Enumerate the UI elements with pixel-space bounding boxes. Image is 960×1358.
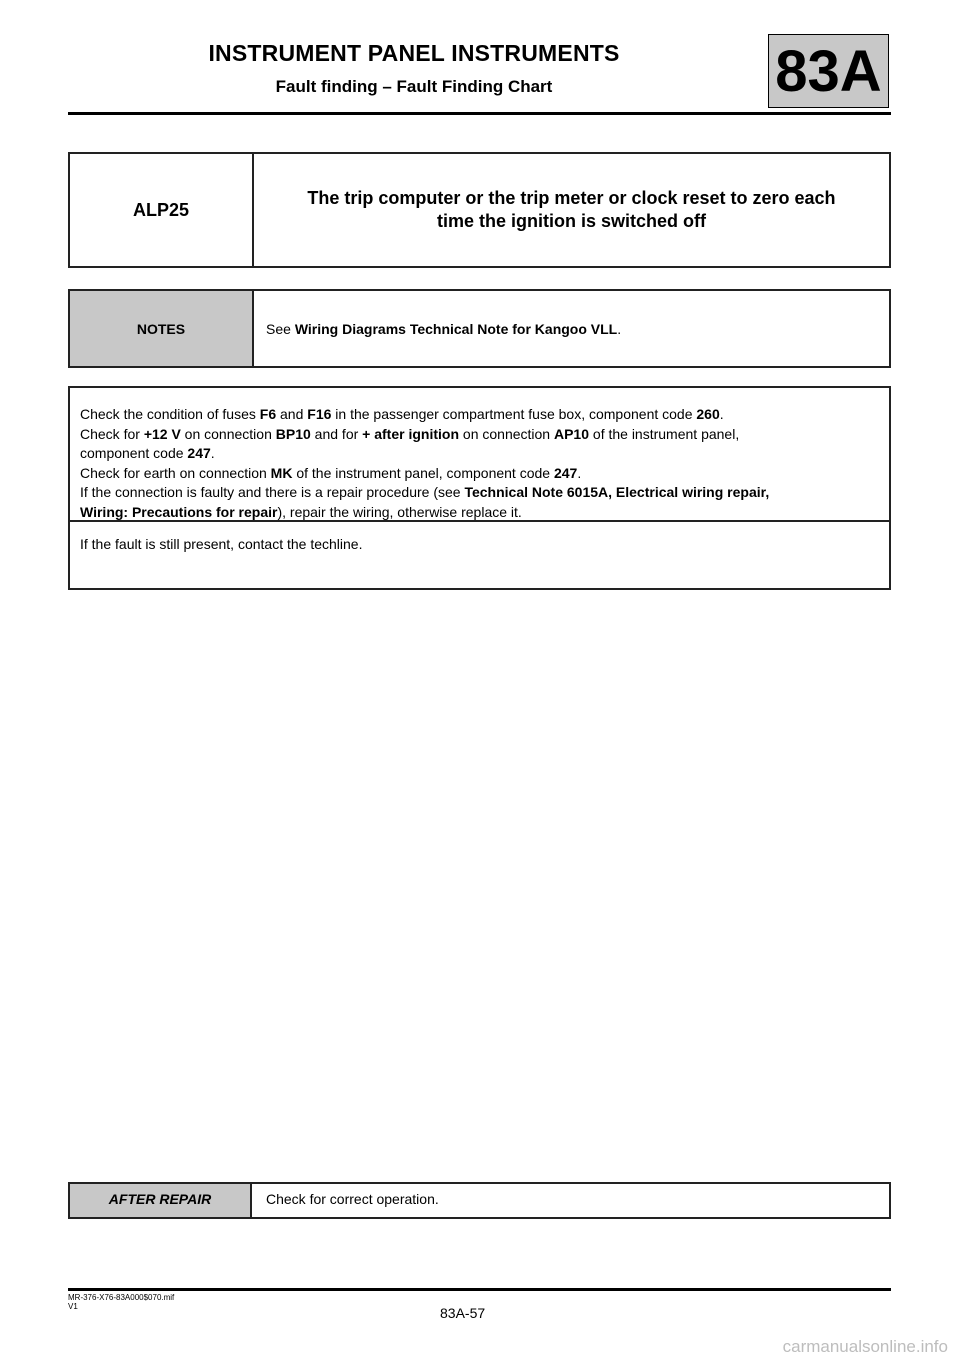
followup-text: If the fault is still present, contact the techline. bbox=[80, 536, 363, 552]
check-line-component: component code 247. bbox=[80, 445, 215, 461]
notes-text: See Wiring Diagrams Technical Note for Kangoo VLL . bbox=[266, 320, 622, 337]
check-procedure-text bbox=[70, 388, 889, 522]
check-line-fuses: Check the condition of fuses F6 and F16 in the passenger compartment fuse box, component code 260. bbox=[80, 406, 724, 422]
check-line-repair-cont: Wiring: Precautions for repair), repair the wiring, otherwise replace it. bbox=[80, 503, 522, 520]
page-number: 83A-57 bbox=[440, 1305, 486, 1321]
after-repair-label: AFTER REPAIR bbox=[70, 1184, 252, 1217]
section-badge: 83A bbox=[768, 34, 889, 108]
after-repair-table bbox=[68, 1182, 891, 1219]
page-title: INSTRUMENT PANEL INSTRUMENTS bbox=[208, 40, 620, 66]
header-divider bbox=[68, 112, 891, 115]
fault-description-line2: time the ignition is switched off bbox=[436, 211, 706, 231]
notes-label: NOTES bbox=[70, 291, 254, 366]
fault-description bbox=[254, 154, 889, 266]
check-procedure-table bbox=[68, 386, 891, 590]
fault-code: ALP25 bbox=[70, 154, 254, 266]
check-line-earth: Check for earth on connection MK of the instrument panel, component code 247. bbox=[80, 464, 582, 481]
check-line-supply: Check for +12 V on connection BP10 and for + after ignition on connection AP10 of the instrument panel, bbox=[80, 425, 740, 442]
fault-header-table bbox=[68, 152, 891, 268]
footer-file-ref: MR-376-X76-83A000$070.mif V1 bbox=[68, 1293, 175, 1311]
page-subtitle: Fault finding – Fault Finding Chart bbox=[275, 77, 553, 96]
notes-reference: Wiring Diagrams Technical Note for Kangoo VLL bbox=[294, 320, 618, 337]
watermark: carmanualsonline.info bbox=[782, 1337, 948, 1356]
footer-divider bbox=[68, 1288, 891, 1291]
notes-table bbox=[68, 289, 891, 368]
check-line-repair: If the connection is faulty and there is a repair procedure (see Technical Note 6015A, Electrical wiring repair, bbox=[80, 484, 770, 500]
fault-description-line1: The trip computer or the trip meter or clock reset to zero each bbox=[307, 188, 836, 208]
after-repair-text: Check for correct operation. bbox=[266, 1191, 439, 1207]
